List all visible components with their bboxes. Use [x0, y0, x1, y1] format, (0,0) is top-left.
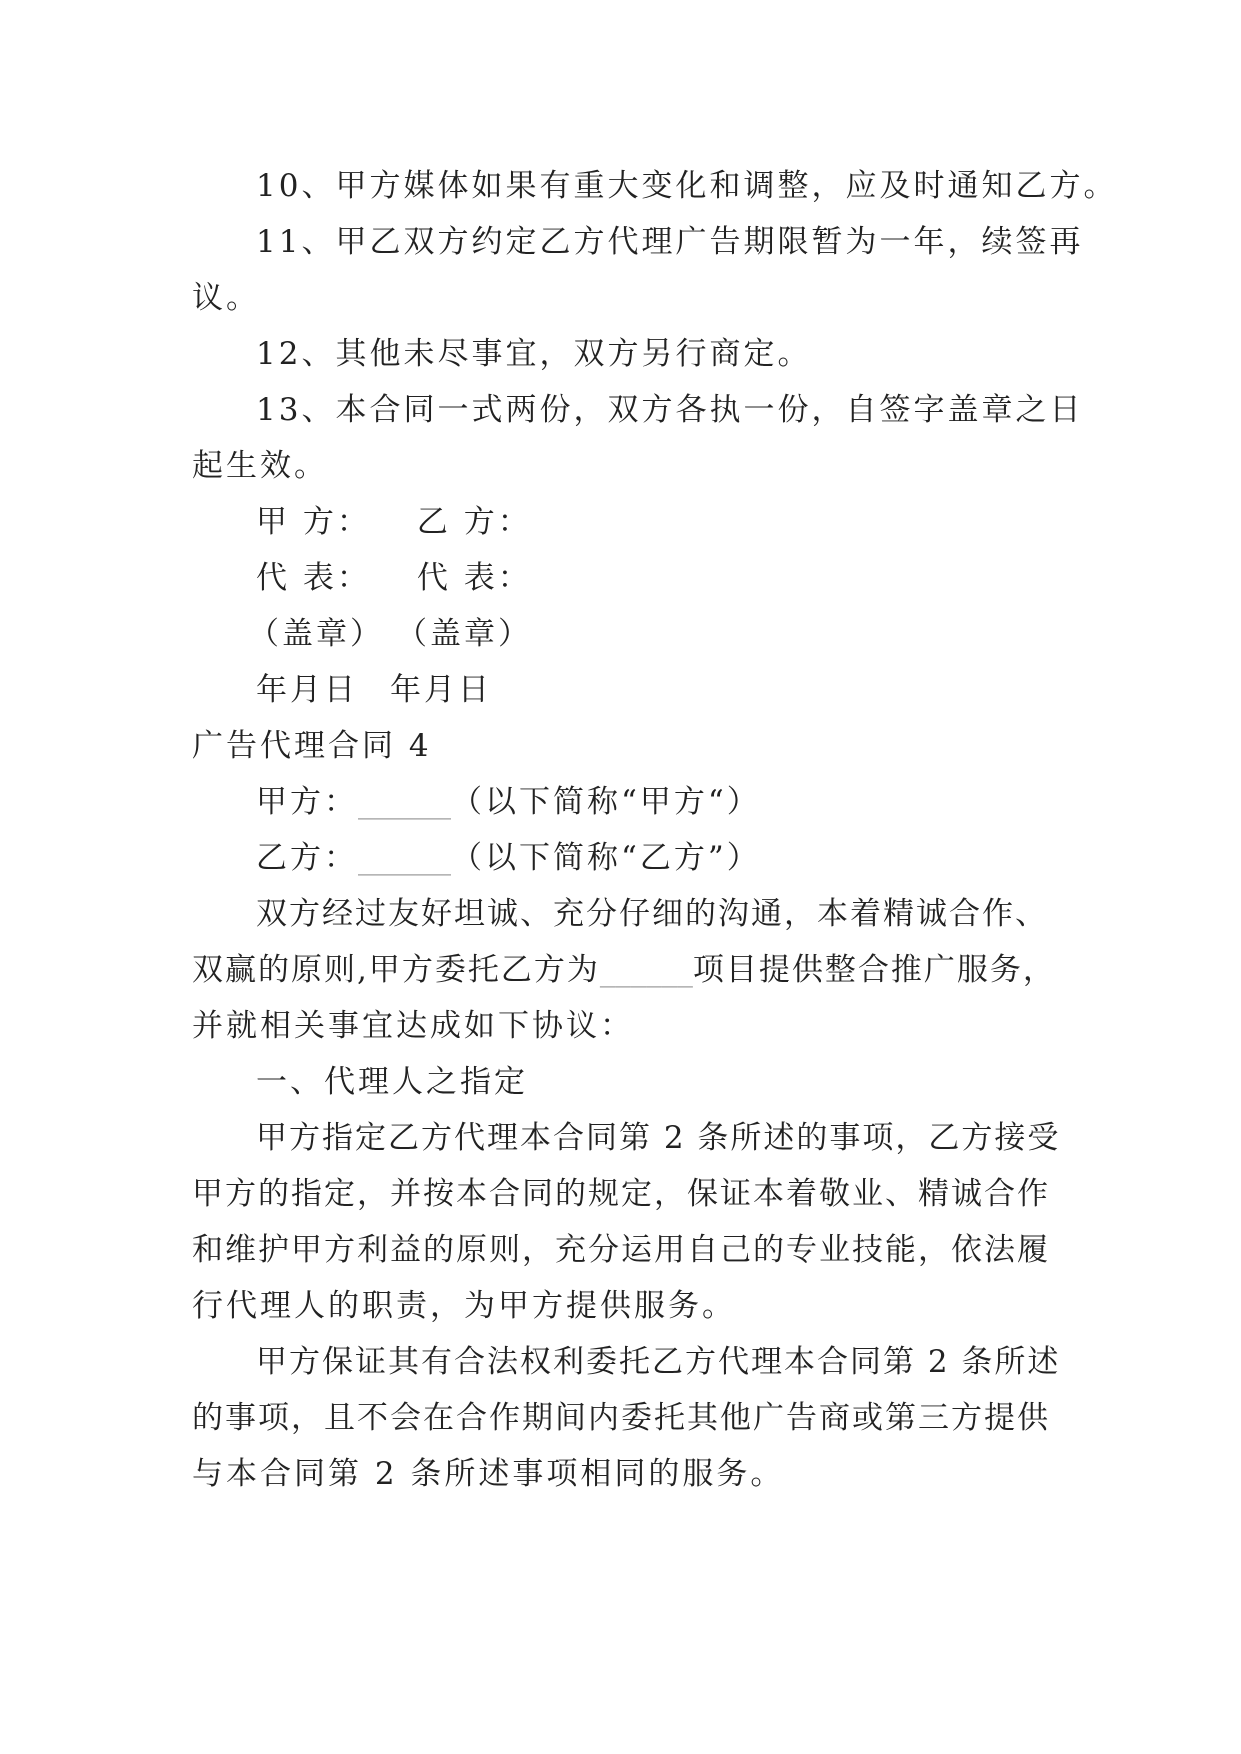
signature-parties-row — [256, 502, 532, 542]
clause1-p1-line2: 甲方的指定，并按本合同的规定，保证本着敬业、精诚合作 — [192, 1176, 1050, 1212]
intro-line1: 双方经过友好坦诚、充分仔细的沟通，本着精诚合作、 — [256, 896, 1048, 932]
clause1-p1-line4: 行代理人的职责，为甲方提供服务。 — [192, 1288, 736, 1324]
party-a-label: 甲方： — [256, 784, 358, 820]
clause1-heading: 一、代理人之指定 — [256, 1064, 528, 1100]
signature-seal-a: （盖章） — [248, 616, 384, 652]
intro-line2-start: 双赢的原则,甲方委托乙方为 — [192, 952, 600, 988]
clause1-p2-line1: 甲方保证其有合法权利委托乙方代理本合同第 2 条所述 — [256, 1344, 1061, 1380]
signature-representatives-row — [256, 558, 532, 598]
party-a-blank: ______ — [358, 784, 451, 820]
signature-seal-b: （盖章） — [396, 616, 532, 652]
clause1-p2-line3: 与本合同第 2 条所述事项相同的服务。 — [192, 1456, 785, 1492]
clause1-p1-line1: 甲方指定乙方代理本合同第 2 条所述的事项，乙方接受 — [256, 1120, 1061, 1156]
signature-date-a: 年月日 — [256, 672, 358, 708]
clause-10: 10、甲方媒体如果有重大变化和调整，应及时通知乙方。 — [256, 168, 1118, 204]
signature-rep-b: 代 表： — [416, 560, 532, 596]
clause1-p1-line3: 和维护甲方利益的原则，充分运用自己的专业技能，依法履 — [192, 1232, 1050, 1268]
intro-project-blank: ______ — [599, 952, 693, 988]
clause-11-line1: 11、甲乙双方约定乙方代理广告期限暂为一年，续签再 — [256, 224, 1084, 260]
signature-party-b: 乙 方： — [416, 504, 532, 540]
intro-line3: 并就相关事宜达成如下协议： — [192, 1008, 634, 1044]
party-a-note: （以下简称“甲方“） — [451, 784, 761, 820]
signature-rep-a: 代 表： — [256, 560, 371, 596]
signature-date-b: 年月日 — [390, 672, 492, 708]
party-a-line — [256, 782, 761, 822]
intro-line2-end: 项目提供整合推广服务， — [692, 952, 1056, 988]
party-b-blank: ______ — [358, 840, 451, 876]
party-b-label: 乙方： — [256, 840, 358, 876]
clause-11-line2: 议。 — [192, 280, 260, 316]
clause-13-line1: 13、本合同一式两份，双方各执一份，自签字盖章之日 — [256, 392, 1084, 428]
intro-line2 — [192, 950, 1056, 990]
signature-party-a: 甲 方： — [256, 504, 371, 540]
contract-section-title: 广告代理合同 4 — [192, 728, 432, 764]
signature-seal-row — [248, 614, 532, 654]
clause-12: 12、其他未尽事宜，双方另行商定。 — [256, 336, 812, 372]
party-b-note: （以下简称“乙方”） — [451, 840, 761, 876]
signature-date-row — [256, 670, 492, 710]
clause1-p2-line2: 的事项，且不会在合作期间内委托其他广告商或第三方提供 — [192, 1400, 1050, 1436]
clause-13-line2: 起生效。 — [192, 448, 328, 484]
party-b-line — [256, 838, 761, 878]
